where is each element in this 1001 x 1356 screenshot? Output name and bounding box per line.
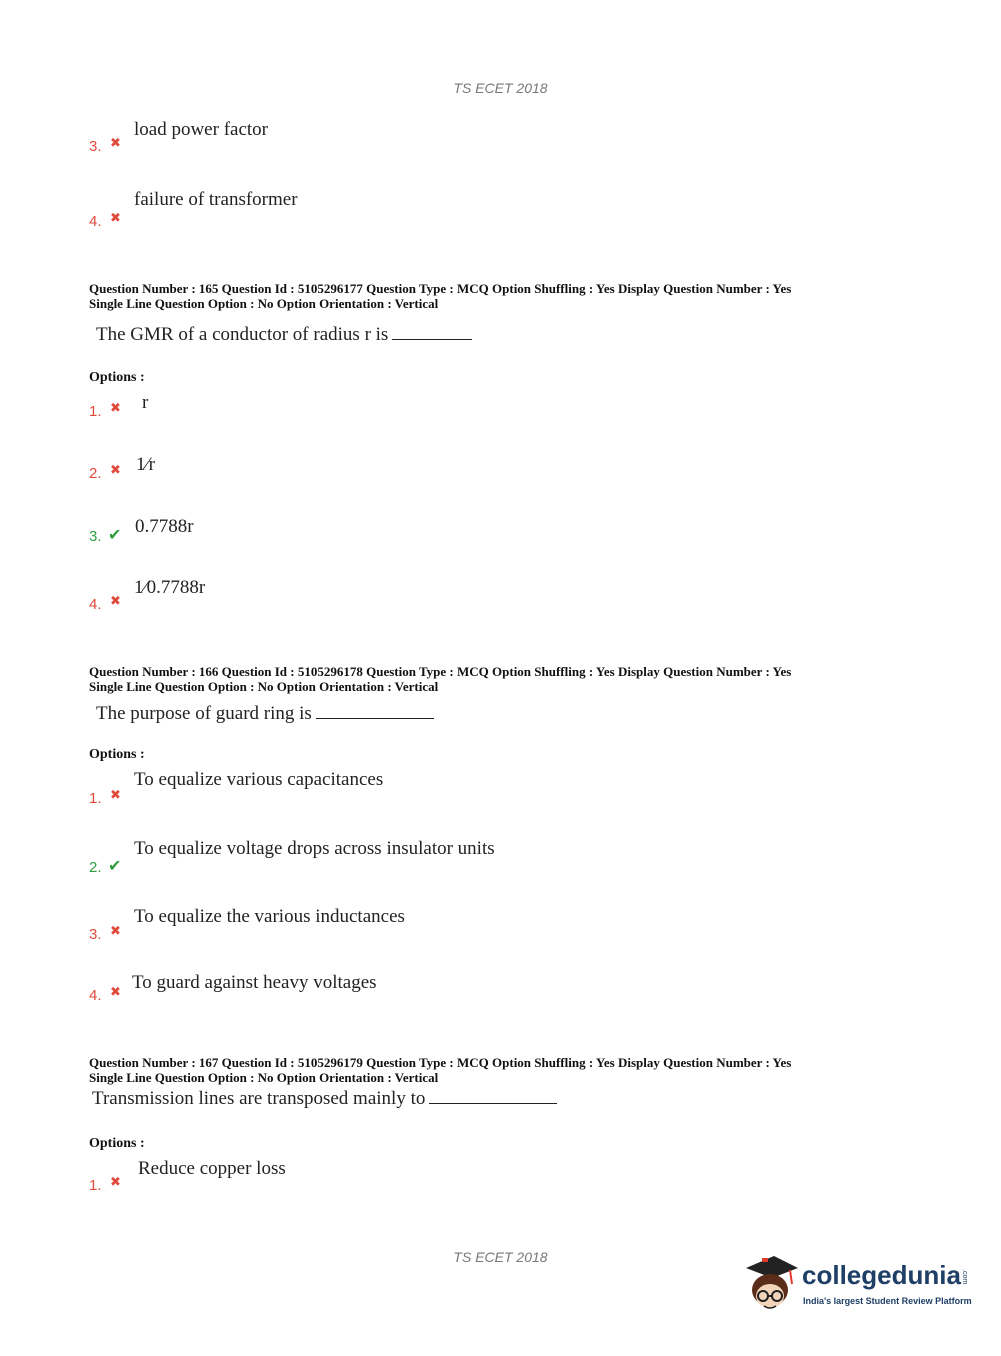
option-number: 3. (89, 926, 102, 943)
check-mark-icon: ✔ (108, 856, 122, 875)
question-meta-line1: Question Number : 166 Question Id : 5105296178 Question Type : MCQ Option Shuffling : Yes Display Question Number : Yes (89, 664, 792, 679)
question-text (96, 324, 472, 346)
question-text (96, 703, 434, 725)
option-number: 4. (89, 596, 102, 613)
answer-blank (392, 325, 472, 340)
check-mark-icon: ✔ (108, 525, 122, 544)
question-meta-line2: Single Line Question Option : No Option Orientation : Vertical (89, 679, 439, 694)
options-label: Options : (89, 747, 145, 762)
option-text: To equalize voltage drops across insulator units (134, 838, 495, 859)
option-number: 3. (89, 528, 102, 545)
answer-blank (316, 704, 434, 719)
option-number: 2. (89, 859, 102, 876)
mascot-icon (740, 1250, 800, 1318)
cross-mark-icon: ✖ (110, 136, 121, 151)
option-number: 4. (89, 213, 102, 230)
option-number: 1. (89, 790, 102, 807)
option-text: 1⁄r (136, 454, 155, 475)
option-number: 3. (89, 138, 102, 155)
page-header: TS ECET 2018 (453, 80, 548, 96)
question-text-content: The purpose of guard ring is (96, 703, 312, 724)
collegedunia-logo (740, 1250, 970, 1320)
option-number: 1. (89, 1177, 102, 1194)
page-footer: TS ECET 2018 (453, 1249, 548, 1265)
question-meta-line2: Single Line Question Option : No Option Orientation : Vertical (89, 296, 439, 311)
cross-mark-icon: ✖ (110, 1175, 121, 1190)
logo-name: collegedunia (802, 1260, 961, 1290)
option-number: 1. (89, 403, 102, 420)
options-label: Options : (89, 1136, 145, 1151)
options-label: Options : (89, 370, 145, 385)
option-text: r (142, 392, 149, 413)
option-number: 4. (89, 987, 102, 1004)
option-number: 2. (89, 465, 102, 482)
question-meta-line1: Question Number : 167 Question Id : 5105296179 Question Type : MCQ Option Shuffling : Yes Display Question Number : Yes (89, 1055, 792, 1070)
cross-mark-icon: ✖ (110, 788, 121, 803)
cross-mark-icon: ✖ (110, 211, 121, 226)
option-text: failure of transformer (134, 189, 298, 210)
logo-tagline: India's largest Student Review Platform (803, 1296, 972, 1306)
option-text: Reduce copper loss (138, 1158, 286, 1179)
option-text: 1⁄0.7788r (134, 577, 206, 598)
cross-mark-icon: ✖ (110, 401, 121, 416)
question-text-content: Transmission lines are transposed mainly to (92, 1088, 426, 1109)
cross-mark-icon: ✖ (110, 924, 121, 939)
cross-mark-icon: ✖ (110, 594, 121, 609)
question-text (92, 1088, 557, 1110)
logo-suffix: .com (960, 1268, 968, 1284)
question-meta-line2: Single Line Question Option : No Option Orientation : Vertical (89, 1070, 439, 1085)
cross-mark-icon: ✖ (110, 463, 121, 478)
option-text: 0.7788r (135, 516, 194, 537)
cross-mark-icon: ✖ (110, 985, 121, 1000)
option-text: load power factor (134, 119, 268, 140)
question-meta-line1: Question Number : 165 Question Id : 5105296177 Question Type : MCQ Option Shuffling : Yes Display Question Number : Yes (89, 281, 792, 296)
question-text-content: The GMR of a conductor of radius r is (96, 324, 389, 345)
option-text: To equalize the various inductances (134, 906, 405, 927)
option-text: To equalize various capacitances (134, 769, 384, 790)
option-text: To guard against heavy voltages (132, 972, 377, 993)
answer-blank (429, 1089, 557, 1104)
